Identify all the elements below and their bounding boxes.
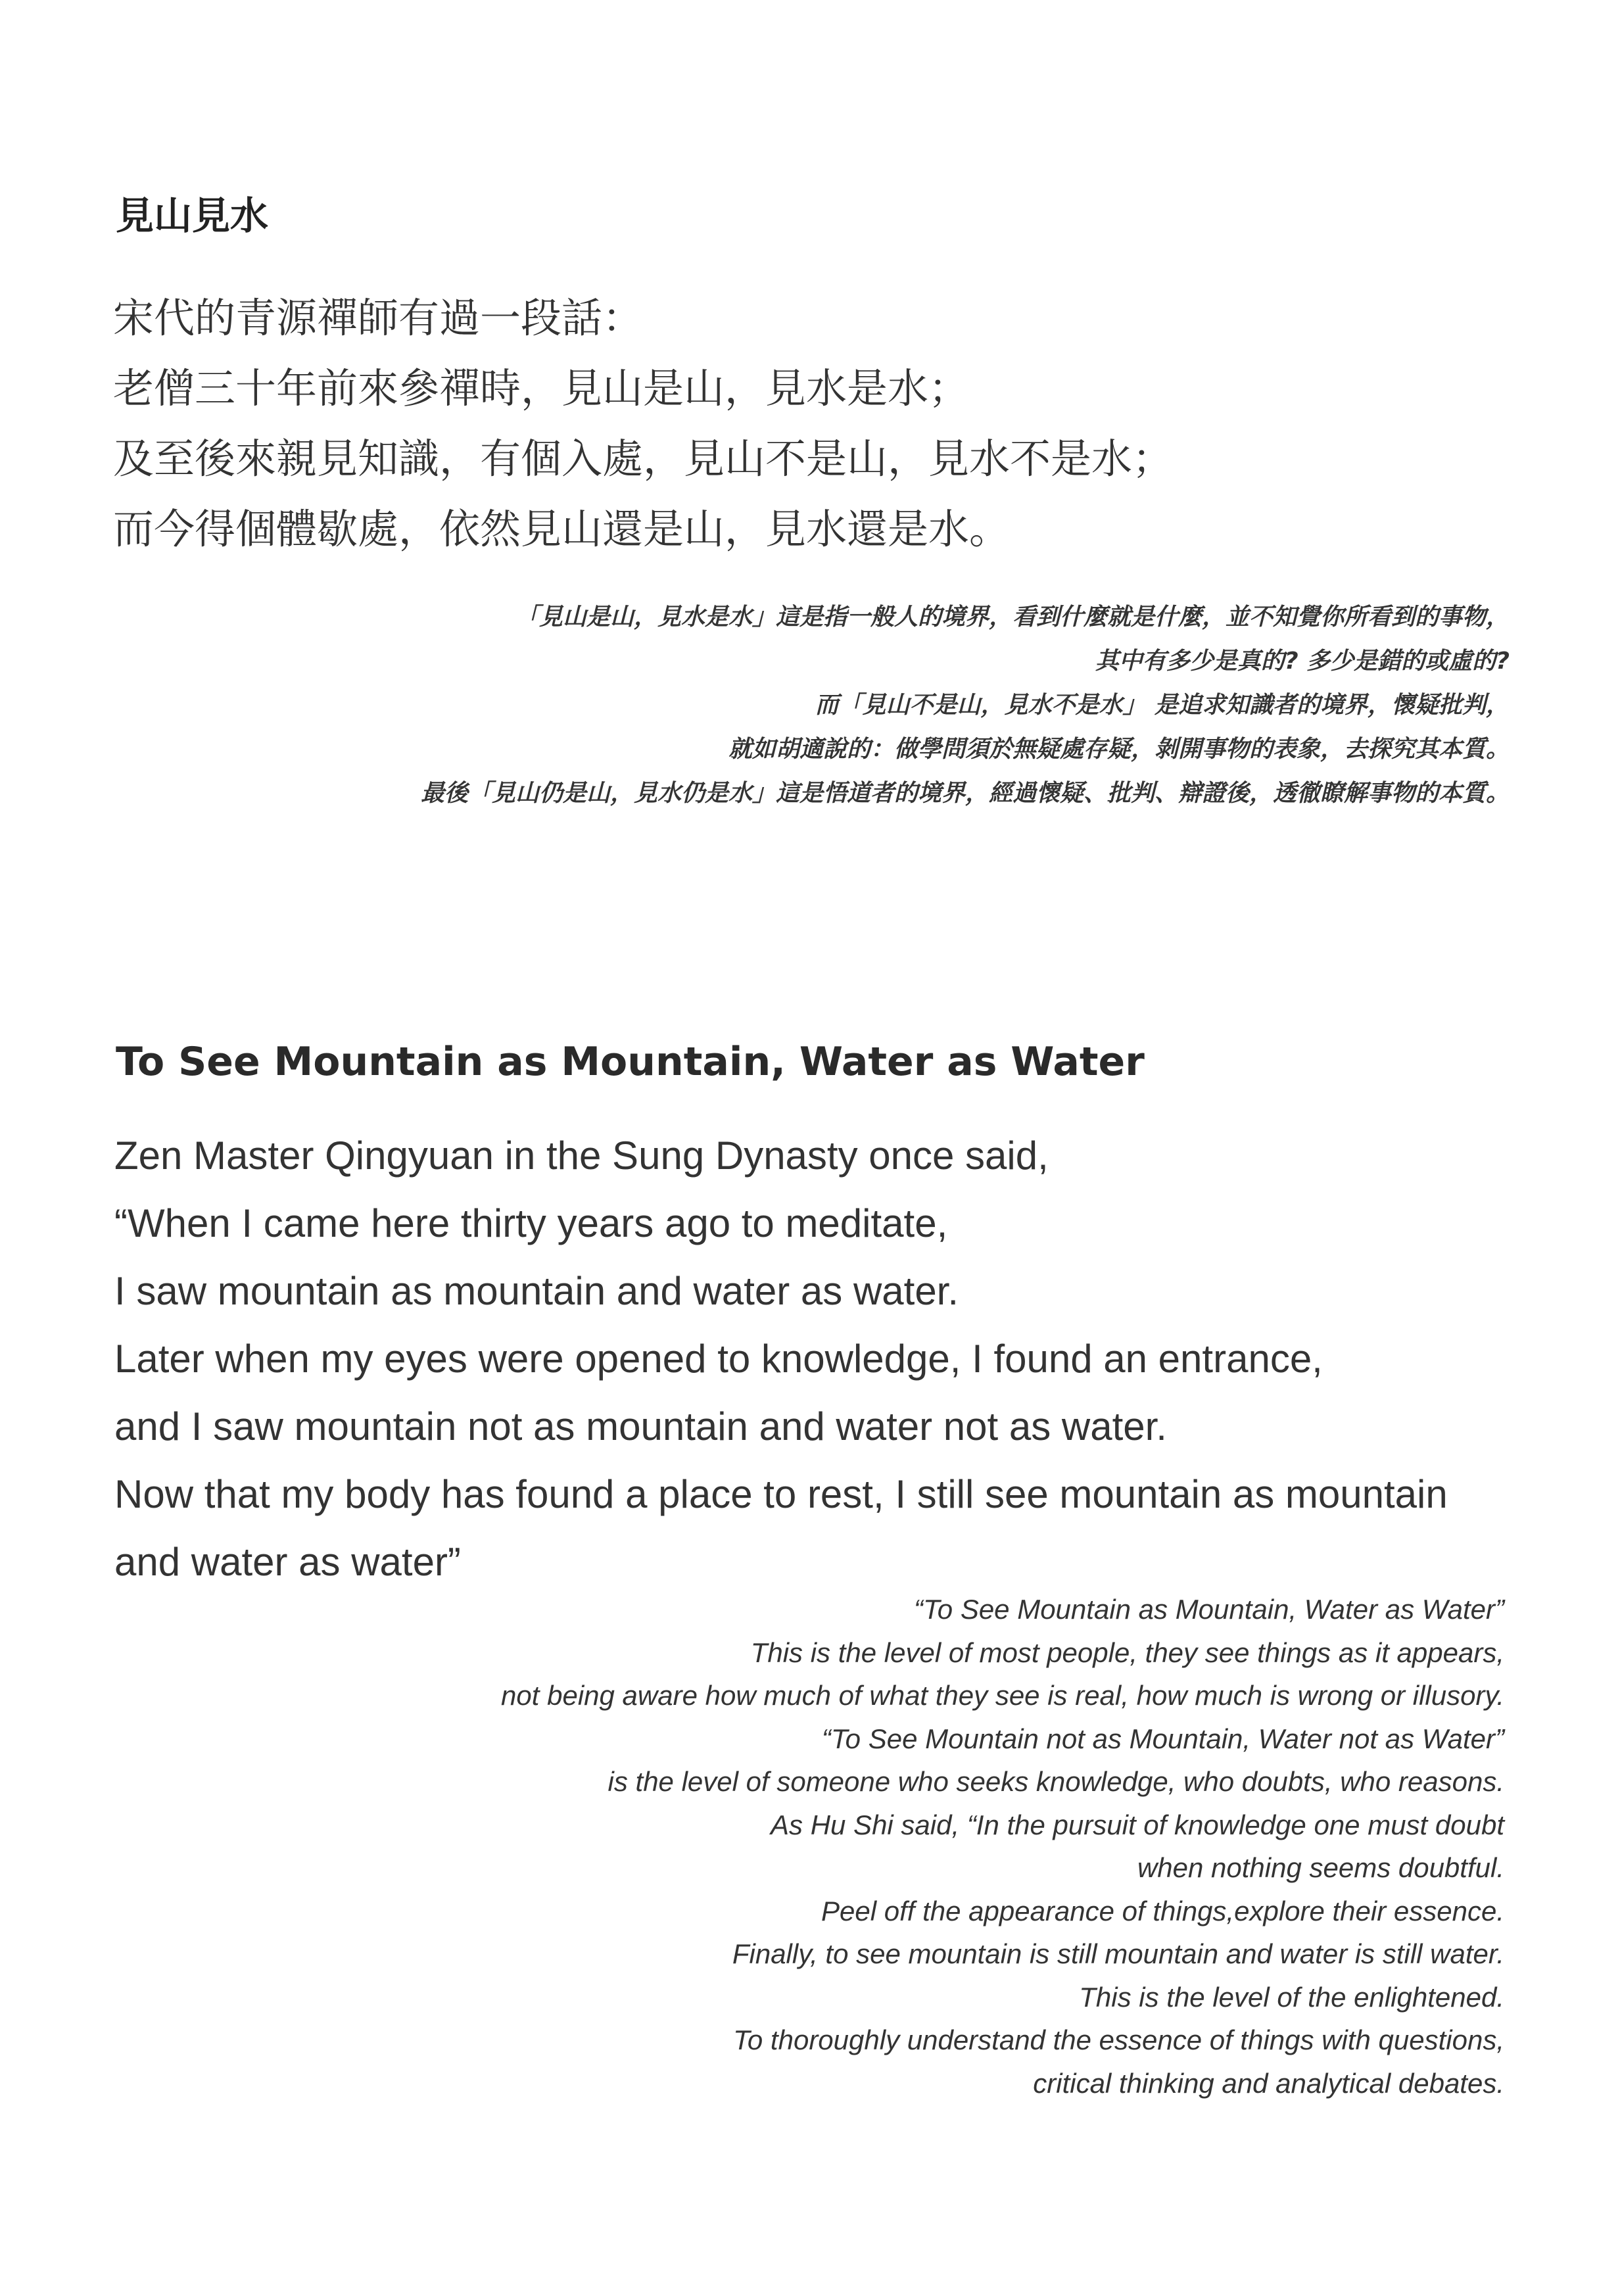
chinese-commentary-line: 就如胡適說的：做學問須於無疑處存疑，剝開事物的表象，去探究其本質。 xyxy=(728,736,1510,763)
chinese-poem-line: 宋代的青源禪師有過一段話： xyxy=(113,294,644,342)
english-commentary-line: “To See Mountain not as Mountain, Water not as Water” xyxy=(821,1723,1504,1754)
chinese-title: 見山見水 xyxy=(116,193,269,238)
english-poem-line: Zen Master Qingyuan in the Sung Dynasty once said, xyxy=(114,1134,1049,1178)
english-commentary xyxy=(124,1588,1504,2105)
english-commentary-line: Peel off the appearance of things,explore their essence. xyxy=(821,1895,1504,1926)
chinese-poem-line: 老僧三十年前來參禪時，見山是山，見水是水； xyxy=(113,364,970,412)
english-poem-line: I saw mountain as mountain and water as water. xyxy=(114,1269,959,1313)
english-poem-line: Later when my eyes were opened to knowledge, I found an entrance, xyxy=(114,1337,1323,1381)
chinese-poem-line: 及至後來親見知識，有個入處，見山不是山，見水不是水； xyxy=(113,435,1174,483)
english-title: To See Mountain as Mountain, Water as Water xyxy=(116,1039,1145,1085)
english-poem-line: and I saw mountain not as mountain and water not as water. xyxy=(114,1404,1167,1448)
chinese-commentary-line: 最後「見山仍是山，見水仍是水」這是悟道者的境界，經過懷疑、批判、辯證後，透徹瞭解事物的本質。 xyxy=(420,780,1510,807)
chinese-poem xyxy=(113,283,1428,564)
english-commentary-line: This is the level of most people, they see things as it appears, xyxy=(750,1637,1504,1668)
english-commentary-line: not being aware how much of what they see is real, how much is wrong or illusory. xyxy=(501,1680,1504,1711)
english-commentary-line: is the level of someone who seeks knowledge, who doubts, who reasons. xyxy=(608,1766,1504,1797)
chinese-commentary-line: 而「見山不是山，見水不是水」 是追求知識者的境界，懷疑批判， xyxy=(815,692,1510,719)
english-commentary-line: Finally, to see mountain is still mountain and water is still water. xyxy=(732,1938,1504,1969)
chinese-commentary xyxy=(195,595,1510,815)
english-commentary-line: To thoroughly understand the essence of things with questions, xyxy=(733,2024,1504,2055)
english-commentary-line: when nothing seems doubtful. xyxy=(1137,1852,1504,1883)
english-commentary-line: “To See Mountain as Mountain, Water as Water” xyxy=(914,1594,1504,1625)
chinese-commentary-line: 「見山是山，見水是水」這是指一般人的境界，看到什麼就是什麼，並不知覺你所看到的事物， xyxy=(515,604,1510,631)
english-commentary-line: This is the level of the enlightened. xyxy=(1079,1981,1504,2013)
chinese-commentary-line: 其中有多少是真的? 多少是錯的或虛的? xyxy=(1095,648,1510,675)
english-poem-line: Now that my body has found a place to rest, I still see mountain as mountain xyxy=(114,1472,1448,1516)
english-commentary-line: critical thinking and analytical debates. xyxy=(1033,2067,1504,2099)
english-poem-line: and water as water” xyxy=(114,1540,461,1584)
chinese-poem-line: 而今得個體歇處，依然見山還是山，見水還是水。 xyxy=(113,505,1011,553)
english-poem-line: “When I came here thirty years ago to meditate, xyxy=(114,1201,948,1245)
english-poem xyxy=(114,1122,1561,1596)
english-commentary-line: As Hu Shi said, “In the pursuit of knowledge one must doubt xyxy=(771,1809,1504,1840)
